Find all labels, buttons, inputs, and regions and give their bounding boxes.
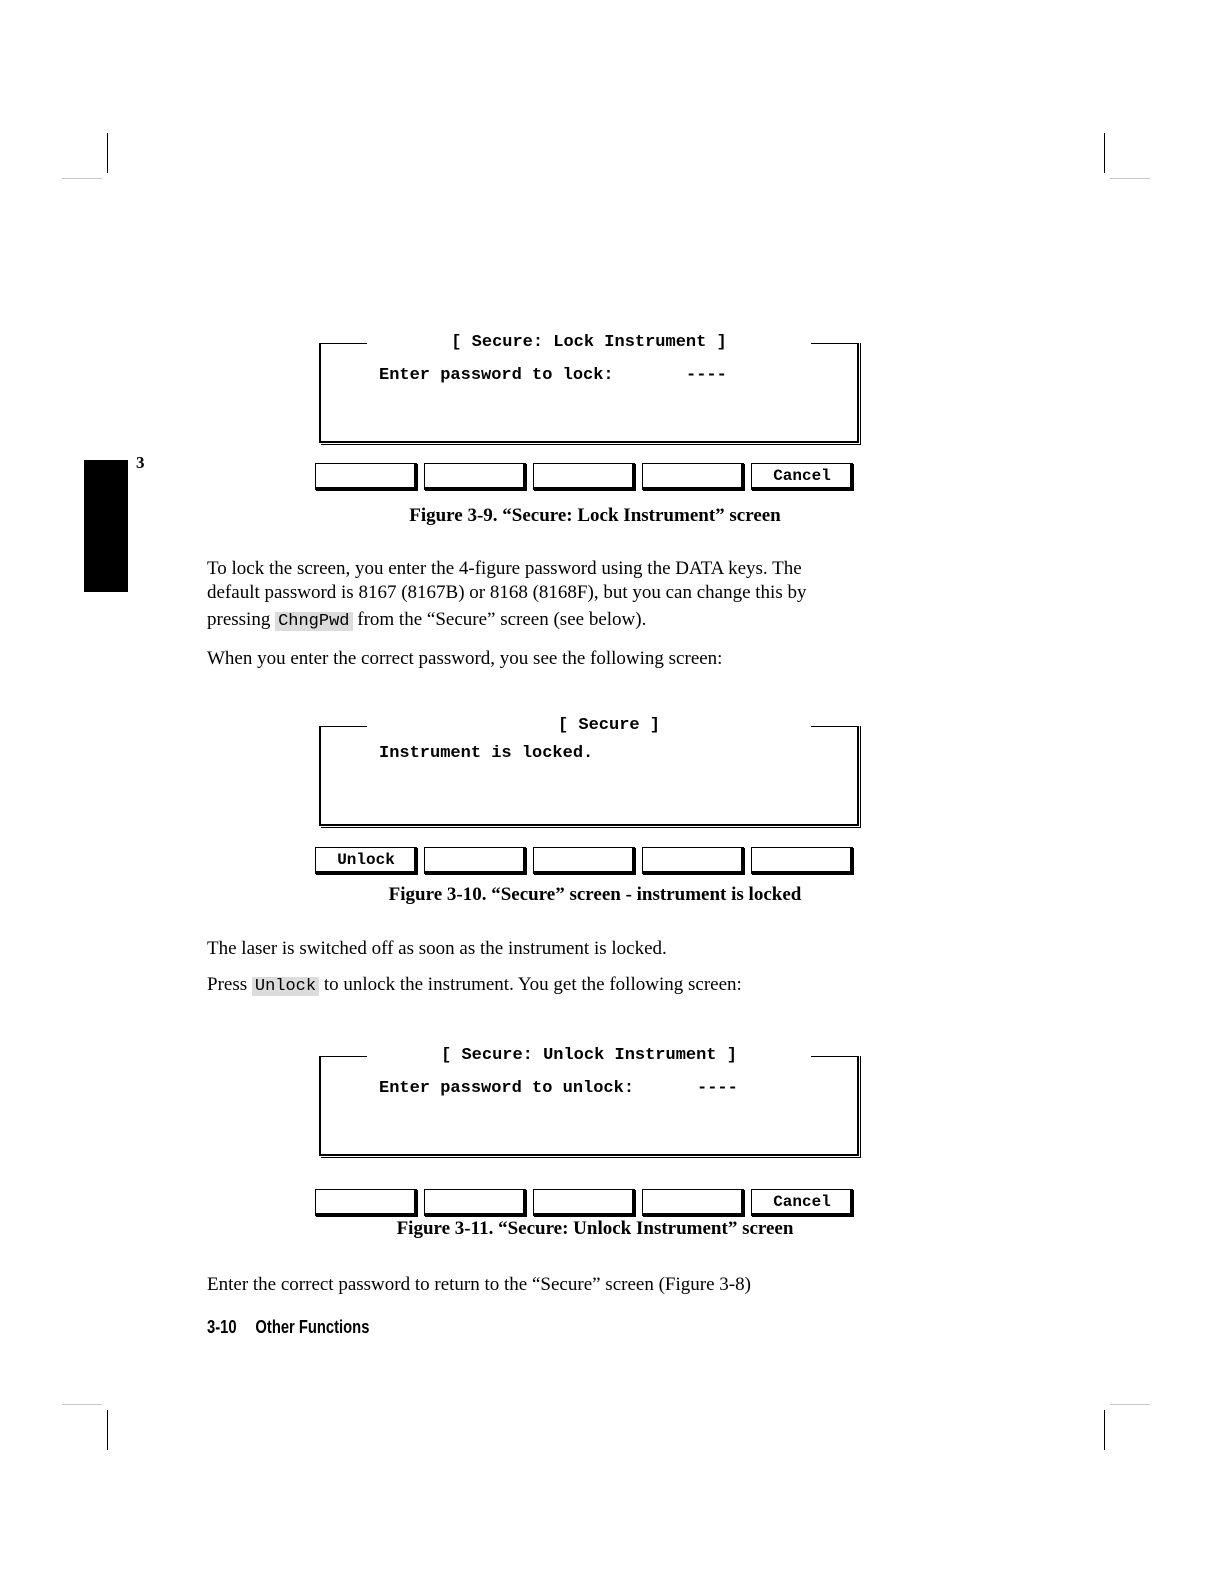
password-value: ----	[686, 366, 727, 385]
crop-mark	[1110, 178, 1150, 179]
chapter-number: 3	[136, 453, 145, 472]
crop-mark	[1104, 1410, 1105, 1450]
text: from the “Secure” screen (see below).	[357, 609, 647, 630]
body-paragraph: Enter the correct password to return to the “Secure” screen (Figure 3-8)	[207, 1274, 751, 1295]
chapter-tab	[84, 460, 128, 592]
crop-mark	[107, 133, 108, 173]
softkey-4[interactable]	[642, 847, 744, 874]
lock-instrument-screen	[319, 333, 861, 498]
softkey-3[interactable]	[533, 847, 635, 874]
body-paragraph	[207, 557, 967, 634]
softkey-row	[315, 847, 853, 874]
password-prompt: Enter password to lock:	[379, 366, 614, 385]
display-frame	[319, 726, 859, 826]
softkey-row	[315, 1189, 853, 1216]
unlock-softkey[interactable]: Unlock	[315, 847, 417, 874]
text: Press	[207, 974, 248, 995]
paragraph-line	[207, 608, 967, 634]
crop-mark	[62, 1404, 102, 1405]
secure-locked-screen	[319, 716, 861, 881]
section-title: Other Functions	[255, 1317, 370, 1337]
screen-title: [ Secure: Unlock Instrument ]	[441, 1046, 737, 1065]
softkey-3[interactable]	[533, 463, 635, 490]
paragraph-line: To lock the screen, you enter the 4-figure password using the DATA keys. The	[207, 558, 802, 579]
screen-title: [ Secure: Lock Instrument ]	[451, 333, 727, 352]
body-paragraph: The laser is switched off as soon as the instrument is locked.	[207, 938, 667, 959]
cancel-softkey[interactable]: Cancel	[751, 1189, 853, 1216]
unlock-instrument-screen	[319, 1046, 861, 1211]
password-value: ----	[697, 1079, 738, 1098]
softkey-1[interactable]	[315, 463, 417, 490]
crop-mark	[107, 1410, 108, 1450]
softkey-5[interactable]	[751, 847, 853, 874]
softkey-2[interactable]	[424, 463, 526, 490]
body-paragraph: When you enter the correct password, you see the following screen:	[207, 648, 723, 669]
screen-title: [ Secure ]	[557, 716, 661, 735]
softkey-3[interactable]	[533, 1189, 635, 1216]
figure-caption: Figure 3-11. “Secure: Unlock Instrument” screen	[396, 1218, 794, 1239]
softkey-2[interactable]	[424, 847, 526, 874]
softkey-4[interactable]	[642, 1189, 744, 1216]
display-frame	[319, 343, 859, 443]
figure-caption: Figure 3-10. “Secure” screen - instrument is locked	[388, 884, 802, 905]
text: to unlock the instrument. You get the following screen:	[323, 974, 742, 995]
status-message: Instrument is locked.	[379, 744, 594, 763]
paragraph-line: default password is 8167 (8167B) or 8168 (8168F), but you can change this by	[207, 582, 807, 603]
password-prompt: Enter password to unlock:	[379, 1079, 635, 1098]
page-number: 3-10	[207, 1317, 237, 1337]
body-paragraph	[207, 973, 967, 999]
crop-mark	[1104, 133, 1105, 173]
figure-caption: Figure 3-9. “Secure: Lock Instrument” screen	[409, 505, 781, 526]
softkey-4[interactable]	[642, 463, 744, 490]
page-footer	[207, 1317, 369, 1338]
cancel-softkey[interactable]: Cancel	[751, 463, 853, 490]
display-frame	[319, 1056, 859, 1156]
crop-mark	[1110, 1404, 1150, 1405]
softkey-2[interactable]	[424, 1189, 526, 1216]
softkey-1[interactable]	[315, 1189, 417, 1216]
softkey-row	[315, 463, 853, 490]
text: pressing	[207, 609, 271, 630]
unlock-key-label: Unlock	[252, 977, 319, 996]
crop-mark	[62, 178, 102, 179]
chngpwd-key-label: ChngPwd	[275, 612, 352, 631]
